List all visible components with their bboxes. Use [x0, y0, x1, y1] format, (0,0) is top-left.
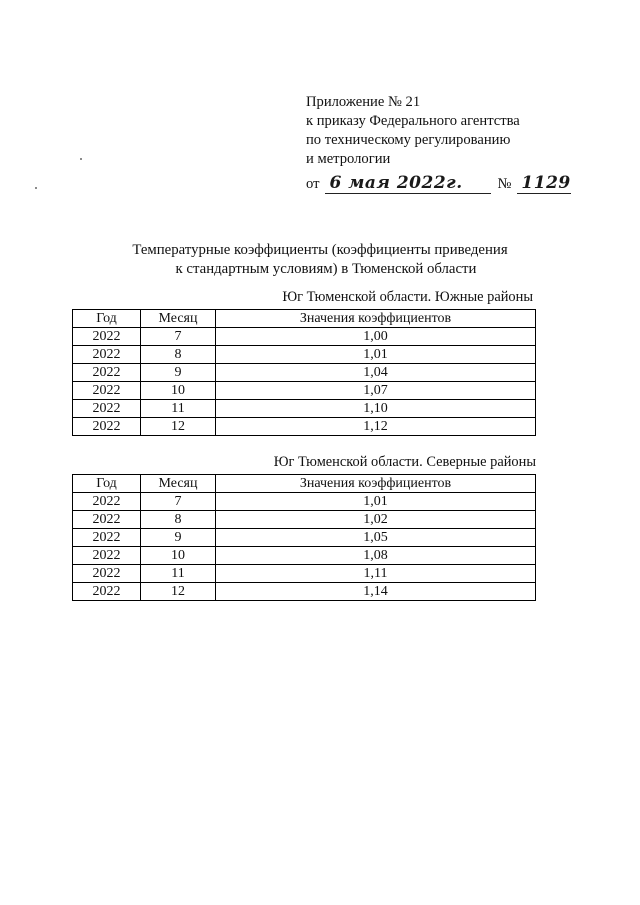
cell-month: 9: [141, 364, 216, 382]
cell-month: 12: [141, 418, 216, 436]
table-row: [73, 400, 536, 418]
header-month: Месяц: [141, 310, 216, 328]
cell-value: 1,02: [216, 511, 536, 529]
cell-value: 1,05: [216, 529, 536, 547]
table-row: [73, 382, 536, 400]
cell-month: 10: [141, 382, 216, 400]
cell-value: 1,07: [216, 382, 536, 400]
table-row: [73, 328, 536, 346]
cell-value: 1,00: [216, 328, 536, 346]
appendix-order-line: к приказу Федерального агентства: [306, 113, 520, 129]
cell-year: 2022: [73, 400, 141, 418]
cell-month: 8: [141, 346, 216, 364]
table-row: [73, 493, 536, 511]
cell-month: 10: [141, 547, 216, 565]
document-title: [0, 241, 640, 279]
cell-year: 2022: [73, 529, 141, 547]
cell-month: 9: [141, 529, 216, 547]
header-value: Значения коэффициентов: [216, 310, 536, 328]
table-row: [73, 418, 536, 436]
handwritten-date: 6 мая 2022г.: [325, 173, 491, 194]
table-row: [73, 565, 536, 583]
cell-year: 2022: [73, 493, 141, 511]
header-year: Год: [73, 310, 141, 328]
coefficients-table-south: [72, 309, 536, 436]
cell-value: 1,01: [216, 346, 536, 364]
appendix-number: Приложение № 21: [306, 94, 421, 110]
table-row: [73, 364, 536, 382]
table-row: [73, 511, 536, 529]
cell-year: 2022: [73, 583, 141, 601]
table2-caption: Юг Тюменской области. Северные районы: [273, 454, 536, 470]
handwritten-order-number: 1129: [517, 173, 571, 194]
cell-year: 2022: [73, 346, 141, 364]
cell-value: 1,10: [216, 400, 536, 418]
cell-year: 2022: [73, 382, 141, 400]
appendix-agency-line-2: и метрологии: [306, 151, 391, 167]
cell-value: 1,08: [216, 547, 536, 565]
header-year: Год: [73, 475, 141, 493]
cell-year: 2022: [73, 418, 141, 436]
cell-value: 1,01: [216, 493, 536, 511]
number-sign: №: [497, 176, 512, 192]
cell-value: 1,14: [216, 583, 536, 601]
table-row: [73, 529, 536, 547]
cell-month: 7: [141, 328, 216, 346]
cell-month: 7: [141, 493, 216, 511]
cell-month: 11: [141, 565, 216, 583]
order-date-line: [306, 170, 571, 194]
cell-value: 1,11: [216, 565, 536, 583]
cell-value: 1,12: [216, 418, 536, 436]
table-header-row: [73, 475, 536, 493]
cell-year: 2022: [73, 364, 141, 382]
appendix-header: [306, 93, 571, 194]
cell-year: 2022: [73, 547, 141, 565]
appendix-agency-line: по техническому регулированию: [306, 132, 511, 148]
cell-month: 8: [141, 511, 216, 529]
header-value: Значения коэффициентов: [216, 475, 536, 493]
table-row: [73, 547, 536, 565]
table-row: [73, 583, 536, 601]
header-month: Месяц: [141, 475, 216, 493]
scan-speck: [80, 158, 82, 160]
table1-caption: Юг Тюменской области. Южные районы: [282, 289, 533, 305]
cell-year: 2022: [73, 565, 141, 583]
title-line-1: Температурные коэффициенты (коэффициенты приведения: [132, 242, 508, 258]
title-line-2: к стандартным условиям) в Тюменской области: [175, 261, 477, 277]
table-row: [73, 346, 536, 364]
cell-month: 11: [141, 400, 216, 418]
cell-year: 2022: [73, 328, 141, 346]
cell-month: 12: [141, 583, 216, 601]
table-header-row: [73, 310, 536, 328]
coefficients-table-north: [72, 474, 536, 601]
date-prefix: от: [306, 176, 320, 192]
scan-speck: [35, 187, 37, 189]
cell-year: 2022: [73, 511, 141, 529]
cell-value: 1,04: [216, 364, 536, 382]
